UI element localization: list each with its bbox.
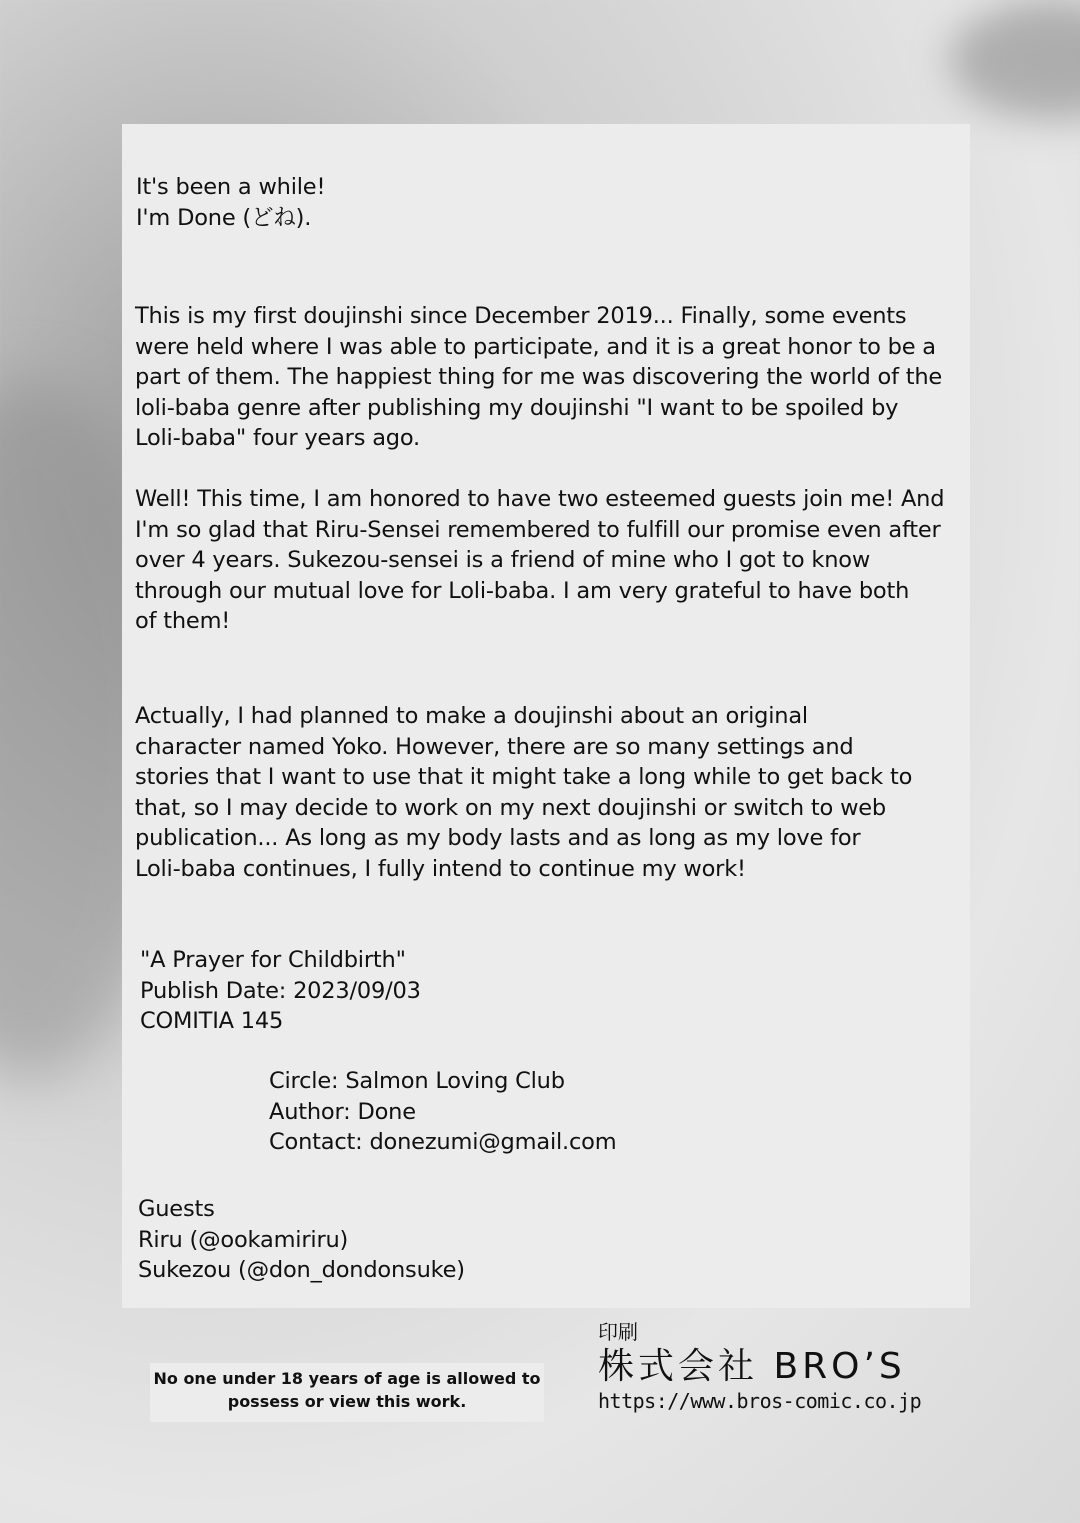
text-line: part of them. The happiest thing for me was discovering the world of the (135, 364, 943, 390)
author-name: Author: Done (269, 1098, 416, 1125)
paragraph-1 (135, 301, 942, 454)
paragraph-3 (135, 701, 912, 884)
guest: Sukezou (@don_dondonsuke) (138, 1257, 465, 1283)
text-line: Actually, I had planned to make a doujinshi about an original (135, 703, 808, 729)
printer-credit (598, 1316, 921, 1413)
text-line: stories that I want to use that it might take a long while to get back to (135, 764, 913, 790)
text-line: were held where I was able to participate, and it is a great honor to be a (135, 333, 936, 360)
circle-name: Circle: Salmon Loving Club (269, 1068, 565, 1094)
text-line: It's been a while! (136, 174, 326, 200)
text-line: Loli-baba continues, I fully intend to continue my work! (135, 855, 746, 882)
text-line: possess or view this work. (227, 1392, 467, 1411)
greeting (136, 172, 325, 233)
guest: Riru (@ookamiriru) (138, 1226, 349, 1253)
guests (138, 1194, 465, 1286)
contact-email: Contact: donezumi@gmail.com (269, 1129, 617, 1155)
event-name: COMITIA 145 (140, 1008, 284, 1034)
text-line: No one under 18 years of age is allowed to (153, 1369, 541, 1388)
book-info (140, 945, 421, 1037)
printer-url: https://www.bros-comic.co.jp (598, 1389, 922, 1413)
age-warning (150, 1363, 544, 1422)
printer-name: 株式会社 BRO’S (598, 1346, 906, 1387)
text-line: I'm so glad that Riru-Sensei remembered to fulfill our promise even after (135, 516, 941, 543)
text-line: Loli-baba" four years ago. (135, 425, 420, 451)
circle-info (269, 1066, 616, 1158)
paragraph-2 (135, 484, 944, 637)
text-line: loli-baba genre after publishing my doujinshi "I want to be spoiled by (135, 394, 899, 421)
text-line: over 4 years. Sukezou-sensei is a friend of mine who I got to know (135, 547, 871, 573)
publish-date: Publish Date: 2023/09/03 (140, 977, 421, 1004)
text-line: through our mutual love for Loli-baba. I am very grateful to have both (135, 577, 910, 604)
text-line: Well! This time, I am honored to have two esteemed guests join me! And (135, 486, 945, 512)
text-line: This is my first doujinshi since December 2019... Finally, some events (135, 303, 907, 329)
text-line: publication... As long as my body lasts and as long as my love for (135, 825, 861, 851)
text-line: of them! (135, 608, 231, 634)
text-line: that, so I may decide to work on my next doujinshi or switch to web (135, 794, 886, 821)
background-art (950, 0, 1080, 120)
text-line: character named Yoko. However, there are so many settings and (135, 733, 854, 760)
printer-label: 印刷 (598, 1320, 638, 1344)
text-line: I'm Done (どね). (136, 204, 312, 231)
guests-heading: Guests (138, 1196, 215, 1222)
book-title: "A Prayer for Childbirth" (140, 947, 406, 973)
